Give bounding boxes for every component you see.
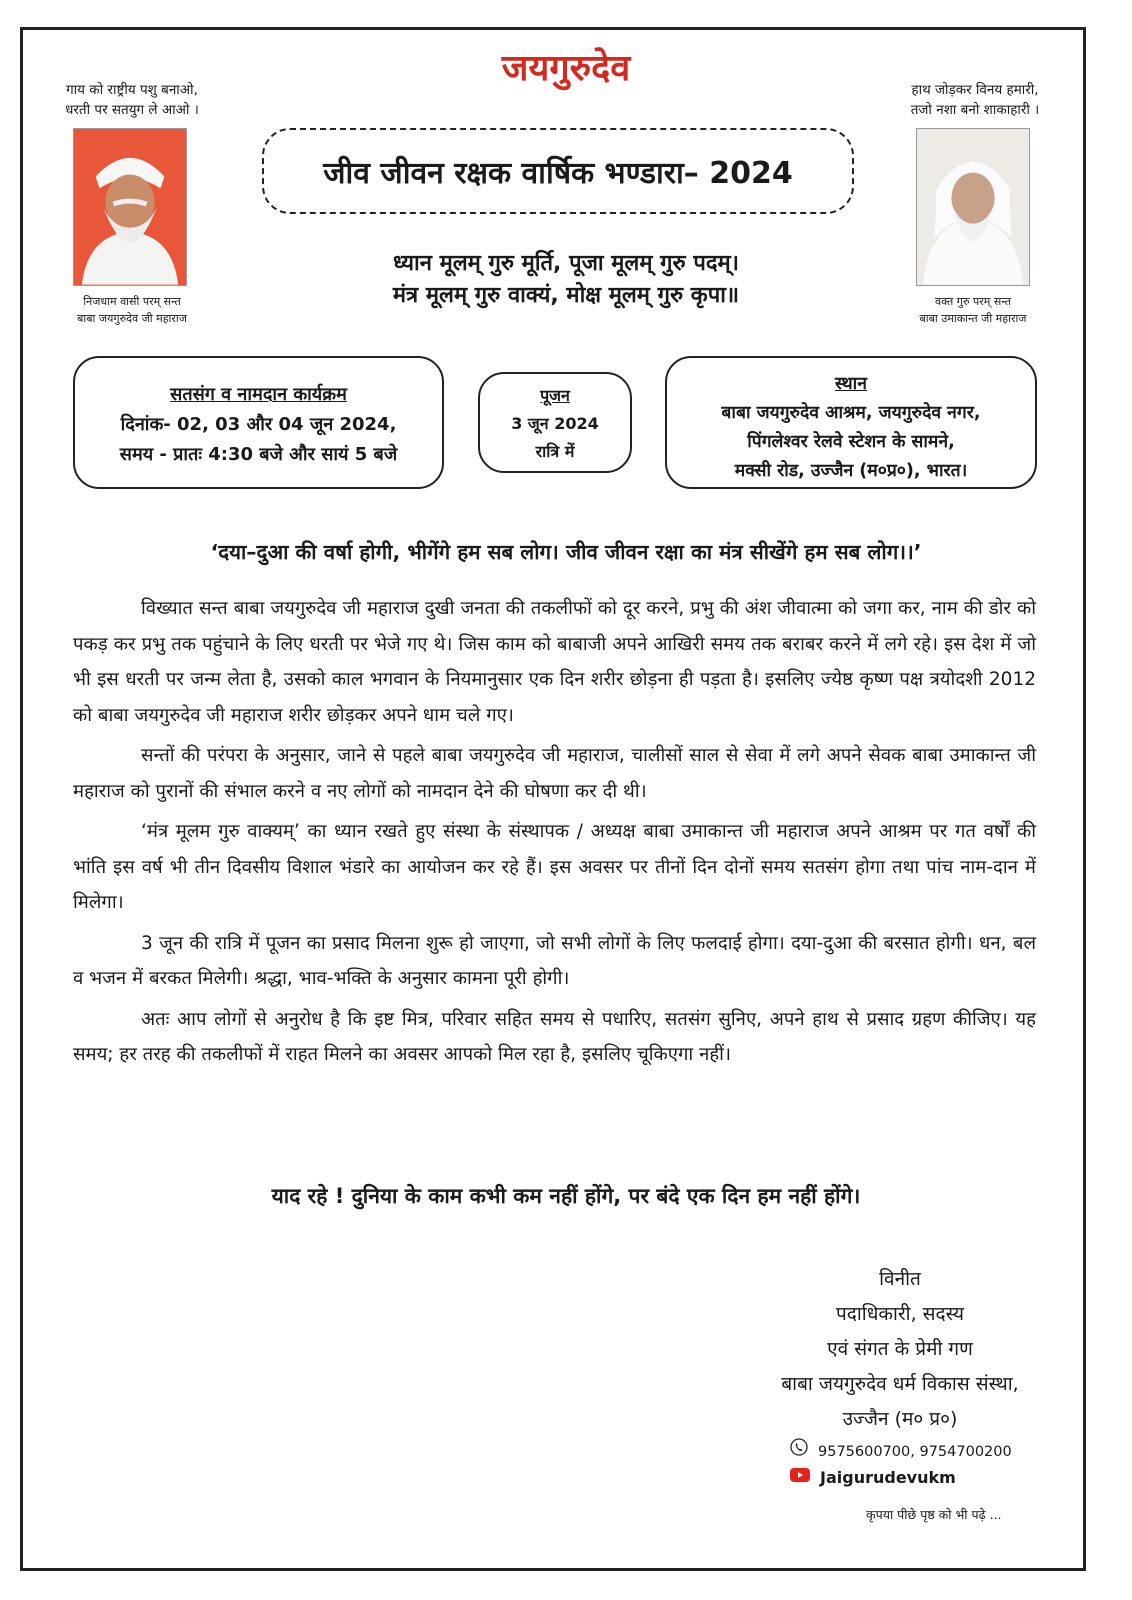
- signature-line: बाबा जयगुरुदेव धर्म विकास संस्था,: [781, 1373, 1019, 1395]
- venue-line: बाबा जयगुरुदेव आश्रम, जयगुरुदेव नगर,: [721, 403, 981, 423]
- pujan-date: 3 जून 2024: [511, 414, 599, 433]
- program-box: [73, 356, 444, 489]
- youtube-row[interactable]: [790, 1465, 1012, 1491]
- left-quote-line: गाय को राष्ट्रीय पशु बनाओ,: [66, 82, 198, 98]
- venue-heading: स्थान: [835, 374, 867, 394]
- right-caption-line: बाबा उमाकान्त जी महाराज: [919, 312, 1027, 325]
- body-paragraph: अतः आप लोगों से अनुरोध है कि इष्ट मित्र, परिवार सहित समय से पधारिए, सतसंग सुनिए, अपने हाथ से प्रसाद ग्रहण कीजिए। यह समय; हर तरह की तकलीफों में राहत मिलने का अवसर आपको मिल रहा है, इसलिए चूकिएगा नहीं।: [73, 1008, 1036, 1065]
- phone-row: [790, 1438, 1012, 1465]
- left-quote-line: धरती पर सतयुग ले आओ ।: [65, 102, 199, 118]
- body-paragraph: 3 जून की रात्रि में पूजन का प्रसाद मिलना शुरू हो जाएगा, जो सभी लोगों के लिए फलदाई होगा। दया-दुआ की बरसात होगी। धन, बल व भजन में बरकत मिलेगी। श्रद्धा, भाव-भक्ति के अनुसार कामना पूरी होगी।: [73, 932, 1036, 989]
- signature-line: पदाधिकारी, सदस्य: [835, 1303, 965, 1325]
- body-paragraph: विख्यात सन्त बाबा जयगुरुदेव जी महाराज दुखी जनता की तकलीफों को दूर करने, प्रभु की अंश जीवात्मा को जगा कर, नाम की डोर को पकड़ कर प्रभु तक पहुंचाने के लिए धरती पर भेजे गए थे। जिस काम को बाबाजी अपने आखिरी समय तक बराबर करने में लगे रहे। इस देश में जो भी इस धरती पर जन्म लेता है, उसको काल भगवान के नियमानुसार एक दिन शरीर छोड़ना ही पड़ता है। इसलिए ज्येष्ठ कृष्ण पक्ष त्रयोदशी 2012 को बाबा जयगुरुदेव जी महाराज शरीर छोड़कर अपने धाम चले गए।: [73, 598, 1036, 726]
- right-caption-line: वक्त गुरु परम् सन्त: [935, 295, 1011, 308]
- slogan: ‘दया–दुआ की वर्षा होगी, भीगेंगे हम सब लोग। जीव जीवन रक्षा का मंत्र सीखेंगे हम सब लोग।।’: [210, 540, 922, 564]
- left-caption-line: निजधाम वासी परम् सन्त: [83, 295, 181, 308]
- venue-line: मक्सी रोड, उज्जैन (म०प्र०), भारत।: [734, 461, 968, 481]
- signature-line: एवं संगत के प्रेमी गण: [827, 1338, 973, 1360]
- closing-line: याद रहे ! दुनिया के काम कभी कम नहीं होंगे, पर बंदे एक दिन हम नहीं होंगे।: [271, 1184, 861, 1208]
- brand-title: जयगुरुदेव: [501, 48, 631, 89]
- youtube-channel[interactable]: Jaigurudevukm: [820, 1468, 956, 1487]
- venue-line: पिंगलेश्वर रेलवे स्टेशन के सामने,: [747, 432, 955, 452]
- event-title: जीव जीवन रक्षक वार्षिक भण्डारा– 2024: [323, 155, 793, 191]
- venue-box: [665, 356, 1037, 489]
- right-quote: [870, 80, 1080, 120]
- body-paragraph: सन्तों की परंपरा के अनुसार, जाने से पहले बाबा जयगुरुदेव जी महाराज, चालीसों साल से सेवा में लगे अपने सेवक बाबा उमाकान्त जी महाराज को पुरानों की संभाल करने व नए लोगों को नामदान देने की घोषणा कर दी थी।: [73, 745, 1036, 802]
- left-guru-photo: [73, 128, 187, 286]
- program-heading: सतसंग व नामदान कार्यक्रम: [170, 384, 347, 405]
- right-quote-line: तजो नशा बनो शाकाहारी ।: [910, 102, 1040, 118]
- left-quote: [27, 80, 237, 120]
- program-time: समय - प्रातः 4:30 बजे और सायं 5 बजे: [119, 444, 398, 465]
- event-title-box: [262, 128, 854, 214]
- pujan-heading: पूजन: [540, 386, 570, 405]
- body-paragraph: ‘मंत्र मूलम गुरु वाक्यम्’ का ध्यान रखते हुए संस्था के संस्थापक / अध्यक्ष बाबा उमाकान्त जी महाराज अपने आश्रम पर गत वर्षों की भांति इस वर्ष भी तीन दिवसीय विशाल भंडारे का आयोजन कर रहे हैं। इस अवसर पर तीनों दिन दोनों समय सतसंग होगा तथा पांच नाम-दान में मिलेगा।: [73, 821, 1036, 913]
- body-text: [73, 591, 1036, 1078]
- left-photo-caption: [37, 293, 227, 327]
- signature-block: [700, 1262, 1100, 1437]
- mantra-line: ध्यान मूलम् गुरु मूर्ति, पूजा मूलम् गुरु पदम्।: [392, 251, 740, 276]
- signature-line: उज्जैन (म० प्र०): [842, 1408, 958, 1430]
- youtube-icon: [790, 1465, 810, 1491]
- right-quote-line: हाथ जोड़कर विनय हमारी,: [911, 82, 1039, 98]
- signature-line: विनीत: [879, 1268, 921, 1290]
- mantra-line: मंत्र मूलम् गुरु वाक्यं, मोक्ष मूलम् गुरु कृपा॥: [392, 283, 740, 308]
- pujan-time: रात्रि में: [535, 442, 575, 461]
- footer-note: कृपया पीछे पृष्ठ को भी पढ़े ...: [866, 1507, 1002, 1522]
- right-guru-photo: [916, 128, 1030, 286]
- left-caption-line: बाबा जयगुरुदेव जी महाराज: [77, 312, 187, 325]
- program-date: दिनांक- 02, 03 और 04 जून 2024,: [120, 414, 397, 435]
- guru-mantra: [200, 248, 932, 312]
- contact-block: [790, 1438, 1012, 1491]
- pujan-box: [478, 372, 632, 473]
- phone-numbers: 9575600700, 9754700200: [818, 1443, 1012, 1460]
- phone-icon: [790, 1438, 808, 1465]
